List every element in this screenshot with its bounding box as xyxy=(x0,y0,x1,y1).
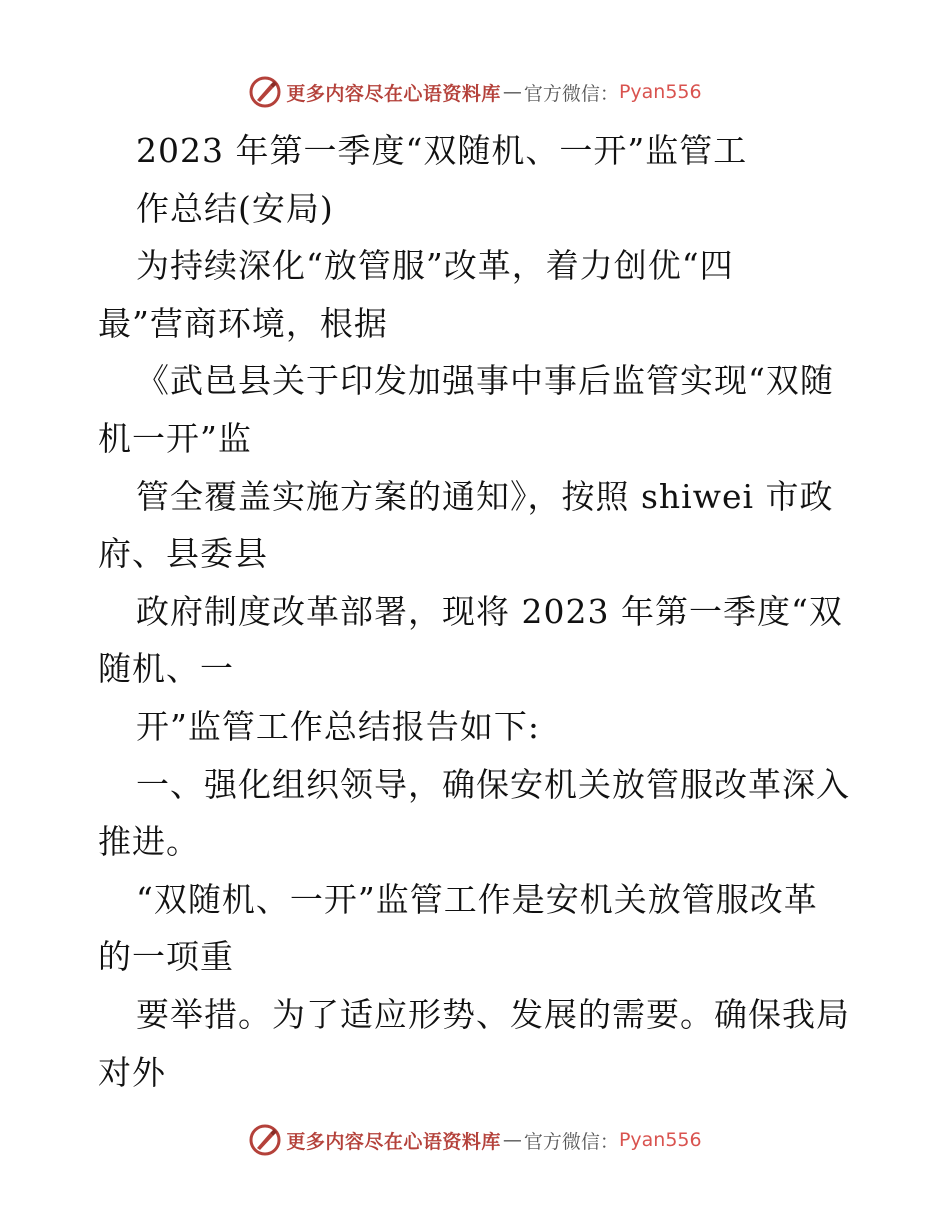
paragraph-line: 开”监管工作总结报告如下: xyxy=(136,706,540,746)
title-line-1: 2023 年第一季度“双随机、一开”监管工 xyxy=(136,131,748,170)
watermark-dash: — xyxy=(502,81,522,103)
paragraph-line: 最”营商环境，根据 xyxy=(98,303,388,343)
paragraph-line: 府、县委县 xyxy=(98,534,268,574)
pen-circle-logo-icon xyxy=(248,75,282,109)
paragraph-line: 机一开”监 xyxy=(98,418,252,458)
watermark-wechat-label: 官方微信： xyxy=(523,82,619,105)
pen-circle-logo-icon xyxy=(248,1123,282,1157)
paragraph-line: 为持续深化“放管服”改革，着力创优“四 xyxy=(136,246,734,286)
paragraph-line: “双随机、一开”监管工作是安机关放管服改革 xyxy=(136,879,818,919)
header-watermark xyxy=(0,72,950,112)
paragraph-line: 要举措。为了适应形势、发展的需要。确保我局 xyxy=(136,994,850,1034)
footer-watermark xyxy=(0,1120,950,1160)
watermark-dash: — xyxy=(502,1129,522,1151)
paragraph-line: 对外 xyxy=(98,1052,166,1092)
section-heading-line: 推进。 xyxy=(98,822,200,862)
watermark-brand-text: 更多内容尽在心语资料库 xyxy=(286,82,501,105)
document-body xyxy=(98,122,858,1101)
paragraph-line: 政府制度改革部署，现将 2023 年第一季度“双 xyxy=(136,591,843,631)
watermark-wechat-id: Pyan556 xyxy=(618,81,702,103)
paragraph-line: 的一项重 xyxy=(98,937,234,977)
watermark-brand-text: 更多内容尽在心语资料库 xyxy=(286,1130,501,1153)
paragraph-line: 随机、一 xyxy=(98,649,234,689)
section-heading-line: 一、强化组织领导，确保安机关放管服改革深入 xyxy=(136,764,850,804)
paragraph-line: 《武邑县关于印发加强事中事后监管实现“双随 xyxy=(136,361,834,401)
watermark-wechat-id: Pyan556 xyxy=(618,1129,702,1151)
paragraph-line: 管全覆盖实施方案的通知》，按照 shiwei 市政 xyxy=(136,476,834,516)
title-line-2: 作总结(安局) xyxy=(136,188,334,228)
watermark-wechat-label: 官方微信： xyxy=(523,1130,619,1153)
